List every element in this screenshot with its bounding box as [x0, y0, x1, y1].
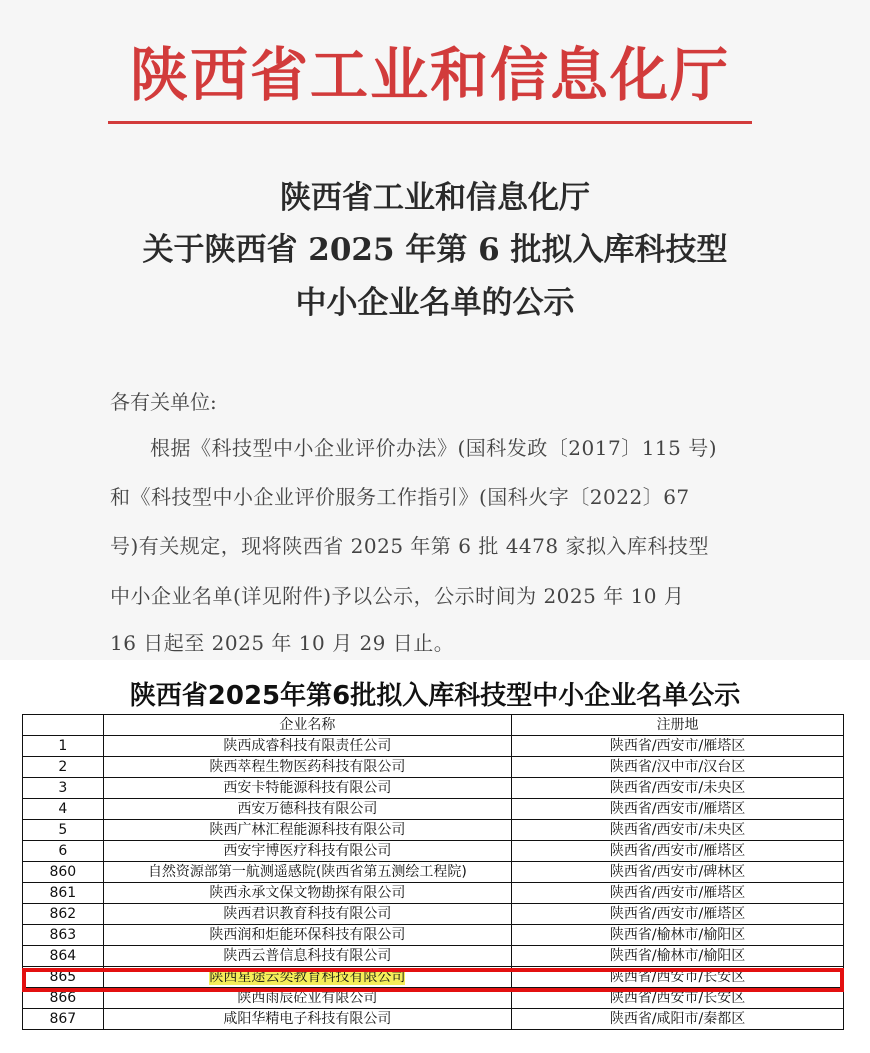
company-name: 陕西广林汇程能源科技有限公司: [103, 820, 511, 841]
body-line-1: 根据《科技型中小企业评价办法》(国科发政〔2017〕115 号): [150, 436, 718, 460]
header-registered-location: 注册地: [512, 715, 844, 736]
body-line-4: 中小企业名单(详见附件)予以公示，公示时间为 2025 年 10 月: [110, 584, 685, 608]
company-name: 陕西云普信息科技有限公司: [103, 946, 511, 967]
row-number: 865: [23, 967, 104, 988]
company-name: 陕西萃程生物医药科技有限公司: [103, 757, 511, 778]
highlighted-company-name: 陕西星途云奕教育科技有限公司: [209, 968, 406, 985]
row-number: 867: [23, 1009, 104, 1030]
company-name: 陕西成睿科技有限责任公司: [103, 736, 511, 757]
row-number: 2: [23, 757, 104, 778]
company-name: 西安卡特能源科技有限公司: [103, 778, 511, 799]
registered-location: 陕西省/西安市/未央区: [512, 778, 844, 799]
row-number: 860: [23, 862, 104, 883]
row-number: 5: [23, 820, 104, 841]
list-title: 陕西省2025年第6批拟入库科技型中小企业名单公示: [129, 681, 741, 711]
registered-location: 陕西省/西安市/雁塔区: [512, 799, 844, 820]
registered-location: 陕西省/汉中市/汉台区: [512, 757, 844, 778]
row-number: 863: [23, 925, 104, 946]
registered-location: 陕西省/西安市/长安区: [512, 988, 844, 1009]
header-company-name: 企业名称: [103, 715, 511, 736]
company-name: 陕西雨辰砼业有限公司: [103, 988, 511, 1009]
row-number: 1: [23, 736, 104, 757]
notice-title-line-2: 关于陕西省 2025 年第 6 批拟入库科技型: [142, 232, 728, 268]
registered-location: 陕西省/西安市/雁塔区: [512, 736, 844, 757]
company-name: 陕西润和炬能环保科技有限公司: [103, 925, 511, 946]
table-row: [23, 862, 844, 883]
registered-location: 陕西省/咸阳市/秦都区: [512, 1009, 844, 1030]
company-name: 自然资源部第一航测遥感院(陕西省第五测绘工程院): [103, 862, 511, 883]
registered-location: 陕西省/榆林市/榆阳区: [512, 925, 844, 946]
row-number: 864: [23, 946, 104, 967]
notice-title-line-1: 陕西省工业和信息化厅: [280, 180, 590, 216]
table-row: [23, 757, 844, 778]
row-number: 3: [23, 778, 104, 799]
table-row: [23, 778, 844, 799]
registered-location: 陕西省/榆林市/榆阳区: [512, 946, 844, 967]
body-line-2: 和《科技型中小企业评价服务工作指引》(国科火字〔2022〕67: [110, 485, 690, 509]
row-number: 4: [23, 799, 104, 820]
registered-location: 陕西省/西安市/碑林区: [512, 862, 844, 883]
table-row: [23, 736, 844, 757]
table-row: [23, 925, 844, 946]
body-line-3: 号)有关规定，现将陕西省 2025 年第 6 批 4478 家拟入库科技型: [110, 534, 709, 558]
table-row: [23, 904, 844, 925]
table-row: [23, 1009, 844, 1030]
company-name: 西安万德科技有限公司: [103, 799, 511, 820]
registered-location: 陕西省/西安市/长安区: [512, 967, 844, 988]
registered-location: 陕西省/西安市/雁塔区: [512, 841, 844, 862]
table-row: [23, 841, 844, 862]
table-row: [23, 799, 844, 820]
table-row: [23, 883, 844, 904]
row-number: 866: [23, 988, 104, 1009]
company-name: 陕西君识教育科技有限公司: [103, 904, 511, 925]
registered-location: 陕西省/西安市/未央区: [512, 820, 844, 841]
row-number: 6: [23, 841, 104, 862]
row-number: 861: [23, 883, 104, 904]
company-name: 西安宇博医疗科技有限公司: [103, 841, 511, 862]
header-index: [23, 715, 104, 736]
salutation: 各有关单位:: [110, 390, 217, 414]
letterhead: 陕西省工业和信息化厅: [129, 41, 730, 109]
registered-location: 陕西省/西安市/雁塔区: [512, 904, 844, 925]
letterhead-rule: [108, 121, 752, 124]
table-row: [23, 946, 844, 967]
notice-title-line-3: 中小企业名单的公示: [295, 285, 575, 321]
table-header-row: [23, 715, 844, 736]
company-name: 陕西永承文保文物勘探有限公司: [103, 883, 511, 904]
body-line-5: 16 日起至 2025 年 10 月 29 日止。: [110, 631, 455, 655]
row-number: 862: [23, 904, 104, 925]
registered-location: 陕西省/西安市/雁塔区: [512, 883, 844, 904]
table-row: [23, 820, 844, 841]
highlight-box: [22, 968, 844, 992]
company-name: 咸阳华精电子科技有限公司: [103, 1009, 511, 1030]
